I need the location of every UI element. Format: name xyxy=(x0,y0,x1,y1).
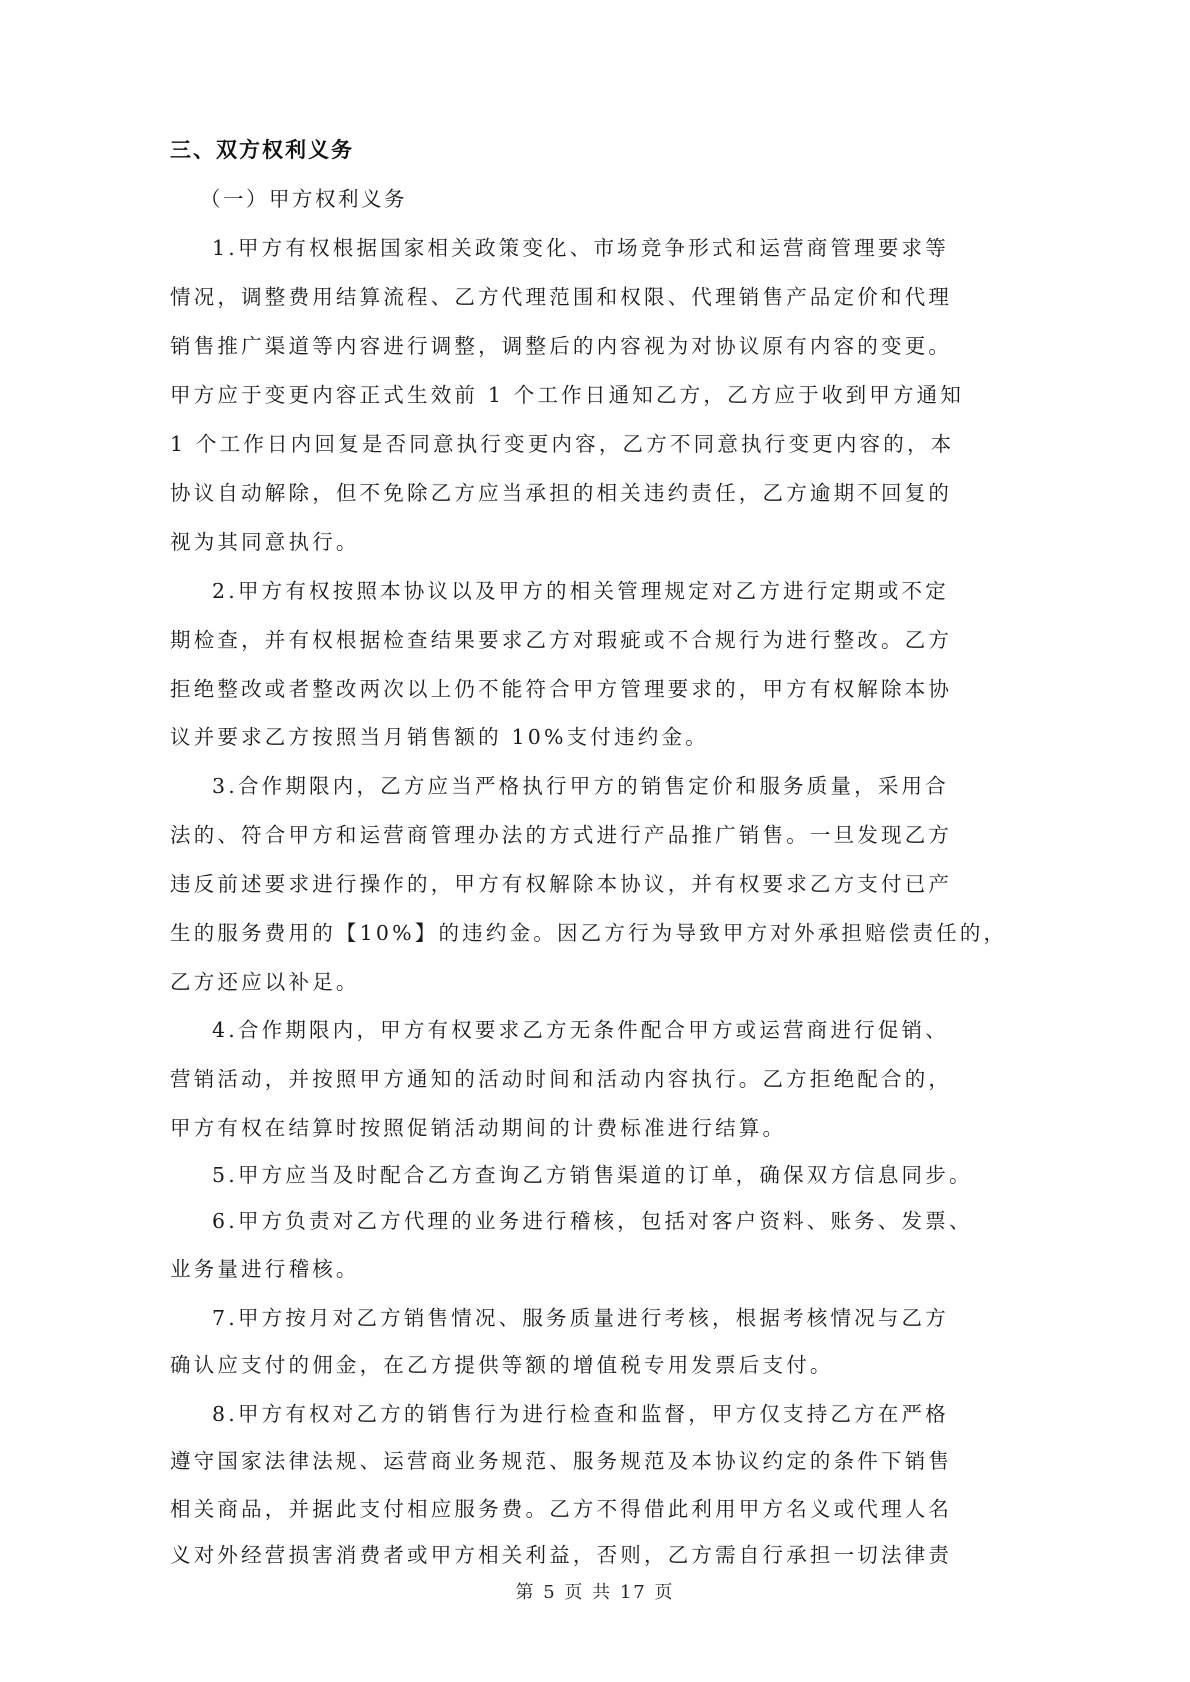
paragraph-line: 2.甲方有权按照本协议以及甲方的相关管理规定对乙方进行定期或不定 xyxy=(212,579,949,603)
page-footer: 第 5 页 共 17 页 xyxy=(515,1582,675,1603)
paragraph-line: 1 个工作日内回复是否同意执行变更内容，乙方不同意执行变更内容的，本 xyxy=(170,432,955,456)
paragraph-line: 视为其同意执行。 xyxy=(170,530,360,554)
paragraph-line: 生的服务费用的【10%】的违约金。因乙方行为导致甲方对外承担赔偿责任的， xyxy=(170,921,1008,945)
paragraph-line: 期检查，并有权根据检查结果要求乙方对瑕疵或不合规行为进行整改。乙方 xyxy=(170,628,953,652)
paragraph-line: 业务量进行稽核。 xyxy=(170,1257,360,1281)
paragraph-line: 8.甲方有权对乙方的销售行为进行检查和监督，甲方仅支持乙方在严格 xyxy=(212,1402,949,1426)
paragraph-line: 营销活动，并按照甲方通知的活动时间和活动内容执行。乙方拒绝配合的， xyxy=(170,1067,953,1091)
paragraph-line: 6.甲方负责对乙方代理的业务进行稽核，包括对客户资料、账务、发票、 xyxy=(212,1209,973,1233)
section-heading: 三、双方权利义务 xyxy=(170,138,354,162)
paragraph-line: 法的、符合甲方和运营商管理办法的方式进行产品推广销售。一旦发现乙方 xyxy=(170,823,953,847)
paragraph-line: 确认应支付的佣金，在乙方提供等额的增值税专用发票后支付。 xyxy=(170,1353,834,1377)
paragraph-line: 销售推广渠道等内容进行调整，调整后的内容视为对协议原有内容的变更。 xyxy=(170,334,953,358)
paragraph-line: 5.甲方应当及时配合乙方查询乙方销售渠道的订单，确保双方信息同步。 xyxy=(212,1163,973,1187)
paragraph-line: 相关商品，并据此支付相应服务费。乙方不得借此利用甲方名义或代理人名 xyxy=(170,1497,953,1521)
paragraph-line: 违反前述要求进行操作的，甲方有权解除本协议，并有权要求乙方支付已产 xyxy=(170,872,953,896)
paragraph-line: 义对外经营损害消费者或甲方相关利益，否则，乙方需自行承担一切法律责 xyxy=(170,1543,953,1567)
subsection-heading: （一）甲方权利义务 xyxy=(200,187,407,211)
paragraph-line: 1.甲方有权根据国家相关政策变化、市场竞争形式和运营商管理要求等 xyxy=(212,236,949,260)
paragraph-line: 甲方应于变更内容正式生效前 1 个工作日通知乙方，乙方应于收到甲方通知 xyxy=(170,383,965,407)
paragraph-line: 议并要求乙方按照当月销售额的 10%支付违约金。 xyxy=(170,725,709,749)
paragraph-line: 4.合作期限内，甲方有权要求乙方无条件配合甲方或运营商进行促销、 xyxy=(212,1018,949,1042)
paragraph-line: 遵守国家法律法规、运营商业务规范、服务规范及本协议约定的条件下销售 xyxy=(170,1449,953,1473)
paragraph-line: 3.合作期限内，乙方应当严格执行甲方的销售定价和服务质量，采用合 xyxy=(212,774,949,798)
paragraph-line: 乙方还应以补足。 xyxy=(170,970,360,994)
paragraph-line: 协议自动解除，但不免除乙方应当承担的相关违约责任，乙方逾期不回复的 xyxy=(170,481,953,505)
paragraph-line: 拒绝整改或者整改两次以上仍不能符合甲方管理要求的，甲方有权解除本协 xyxy=(170,677,953,701)
paragraph-line: 情况，调整费用结算流程、乙方代理范围和权限、代理销售产品定价和代理 xyxy=(170,285,953,309)
paragraph-line: 甲方有权在结算时按照促销活动期间的计费标准进行结算。 xyxy=(170,1116,787,1140)
paragraph-line: 7.甲方按月对乙方销售情况、服务质量进行考核，根据考核情况与乙方 xyxy=(212,1306,949,1330)
